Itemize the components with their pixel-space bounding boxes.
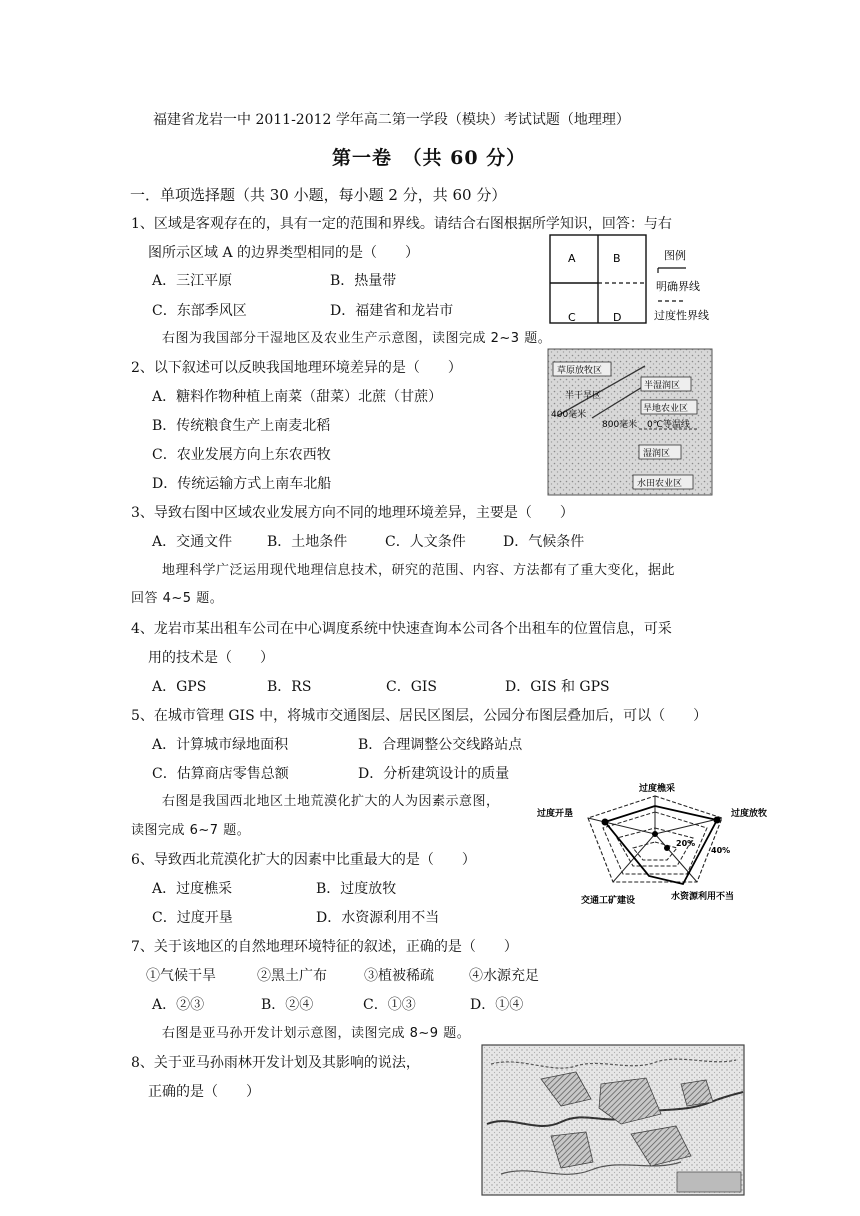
intro-4-5-line2: 回答 4~5 题。 (131, 591, 224, 606)
label-dryland-farming: 旱地农业区 (643, 404, 689, 414)
intro-6-7-line2: 读图完成 6~7 题。 (131, 823, 251, 838)
q7-stem: 7、关于该地区的自然地理环境特征的叙述，正确的是（ ） (131, 939, 518, 955)
intro-6-7-line1: 右图是我国西北地区土地荒漠化扩大的人为因素示意图， (162, 794, 500, 809)
q1-stem-line1: 1、区域是客观存在的，具有一定的范围和界线。请结合右图根据所学知识，回答：与右 (131, 216, 672, 232)
label-800mm: 800毫米 (602, 420, 638, 430)
axis-label-overcutting: 过度樵采 (639, 784, 676, 794)
q6-option-c: C．过度开垦 (152, 910, 233, 926)
axis-label-overcultivation: 过度开垦 (537, 809, 574, 819)
q7-option-a: A．②③ (152, 997, 205, 1013)
q5-stem: 5、在城市管理 GIS 中，将城市交通图层、居民区图层，公园分布图层叠加后，可以（ ） (131, 708, 708, 724)
ring-label-20: 20% (676, 839, 696, 848)
q8-stem-line2: 正确的是（ ） (148, 1084, 260, 1100)
q1-option-c: C．东部季风区 (152, 303, 247, 319)
q3-option-d: D．气候条件 (503, 534, 585, 550)
q6-stem: 6、导致西北荒漠化扩大的因素中比重最大的是（ ） (131, 852, 476, 868)
q3-stem: 3、导致右图中区域农业发展方向不同的地理环境差异，主要是（ ） (131, 505, 574, 521)
q1-option-b: B．热量带 (330, 273, 397, 289)
watermark-stamp (677, 1172, 741, 1192)
point-overcultivation (602, 819, 609, 826)
intro-2-3: 右图为我国部分干湿地区及农业生产示意图，读图完成 2~3 题。 (162, 331, 552, 346)
region-label-a: A (568, 252, 576, 265)
q3-option-a: A．交通文件 (152, 534, 233, 550)
q5-option-a: A．计算城市绿地面积 (152, 737, 289, 753)
q1-stem-line2: 图所示区域 A 的边界类型相同的是（ ） (148, 245, 420, 261)
label-semihumid: 半湿润区 (644, 381, 681, 391)
q3-option-b: B．土地条件 (267, 534, 348, 550)
q1-option-a: A．三江平原 (152, 273, 233, 289)
q4-option-a: A．GPS (152, 679, 207, 695)
q7-statement-4: ④水源充足 (469, 968, 539, 984)
q6-option-d: D．水资源利用不当 (316, 910, 440, 926)
point-water-misuse (664, 845, 670, 851)
q6-option-b: B．过度放牧 (316, 881, 397, 897)
q5-option-c: C．估算商店零售总额 (152, 766, 289, 782)
exam-title: 福建省龙岩一中 2011-2012 学年高二第一学段（模块）考试试题（地理理） (153, 112, 630, 128)
axis-label-overgrazing: 过度放牧 (731, 809, 768, 819)
q7-statement-2: ②黑土广布 (257, 968, 327, 984)
desertification-factors-diagram (535, 778, 780, 910)
label-0c-isotherm: 0℃等温线 (647, 420, 690, 430)
label-humid: 湿润区 (643, 449, 671, 459)
q7-statement-3: ③植被稀疏 (364, 968, 434, 984)
axis-label-water-misuse: 水资源利用不当 (671, 892, 735, 902)
q6-option-a: A．过度樵采 (152, 881, 233, 897)
label-paddy-farming: 水田农业区 (637, 479, 683, 489)
q7-option-d: D．①④ (470, 997, 524, 1013)
legend-solid-label: 明确界线 (656, 280, 700, 293)
q2-option-d: D．传统运输方式上南车北船 (152, 476, 332, 492)
q7-option-c: C．①③ (363, 997, 416, 1013)
q4-option-c: C．GIS (386, 679, 438, 695)
ring-label-40: 40% (711, 846, 731, 855)
label-grassland-grazing: 草原放牧区 (557, 366, 603, 376)
dry-wet-regions-map (547, 348, 713, 496)
intro-4-5-line1: 地理科学广泛运用现代地理信息技术，研究的范围、内容、方法都有了重大变化，据此 (162, 563, 676, 578)
q4-option-d: D．GIS 和 GPS (505, 679, 610, 695)
q7-option-b: B．②④ (261, 997, 314, 1013)
q3-option-c: C．人文条件 (385, 534, 466, 550)
region-boundary-figure (546, 233, 726, 325)
amazon-development-map (481, 1044, 745, 1196)
point-overgrazing (714, 817, 721, 824)
q4-stem-line2: 用的技术是（ ） (148, 650, 274, 666)
legend-dashed-label: 过度性界线 (654, 309, 709, 322)
intro-8-9: 右图是亚马孙开发计划示意图，读图完成 8~9 题。 (162, 1026, 471, 1041)
section-heading: 第一卷 （共 60 分） (332, 147, 527, 169)
q5-option-d: D．分析建筑设计的质量 (358, 766, 510, 782)
label-semiarid: 半干旱区 (565, 391, 602, 401)
q2-option-c: C．农业发展方向上东农西牧 (152, 447, 331, 463)
q8-stem-line1: 8、关于亚马孙雨林开发计划及其影响的说法， (131, 1055, 420, 1071)
q2-stem: 2、以下叙述可以反映我国地理环境差异的是（ ） (131, 360, 462, 376)
q5-option-b: B．合理调整公交线路站点 (358, 737, 523, 753)
q7-statement-1: ①气候干旱 (146, 968, 216, 984)
q2-option-b: B．传统粮食生产上南麦北稻 (152, 418, 331, 434)
region-label-c: C (568, 311, 576, 324)
q2-option-a: A．糖料作物种植上南菜（甜菜）北蔗（甘蔗） (152, 389, 443, 405)
q4-stem-line1: 4、龙岩市某出租车公司在中心调度系统中快速查询本公司各个出租车的位置信息，可采 (131, 621, 672, 637)
part-heading: 一．单项选择题（共 30 小题，每小题 2 分，共 60 分） (130, 186, 507, 204)
q4-option-b: B．RS (267, 679, 312, 695)
axis-label-transport-mining: 交通工矿建设 (581, 896, 636, 906)
region-label-d: D (613, 311, 622, 324)
legend-title: 图例 (664, 249, 686, 262)
region-label-b: B (613, 252, 621, 265)
q1-option-d: D．福建省和龙岩市 (330, 303, 454, 319)
center-point (652, 831, 658, 837)
label-400mm: 400毫米 (551, 410, 587, 420)
